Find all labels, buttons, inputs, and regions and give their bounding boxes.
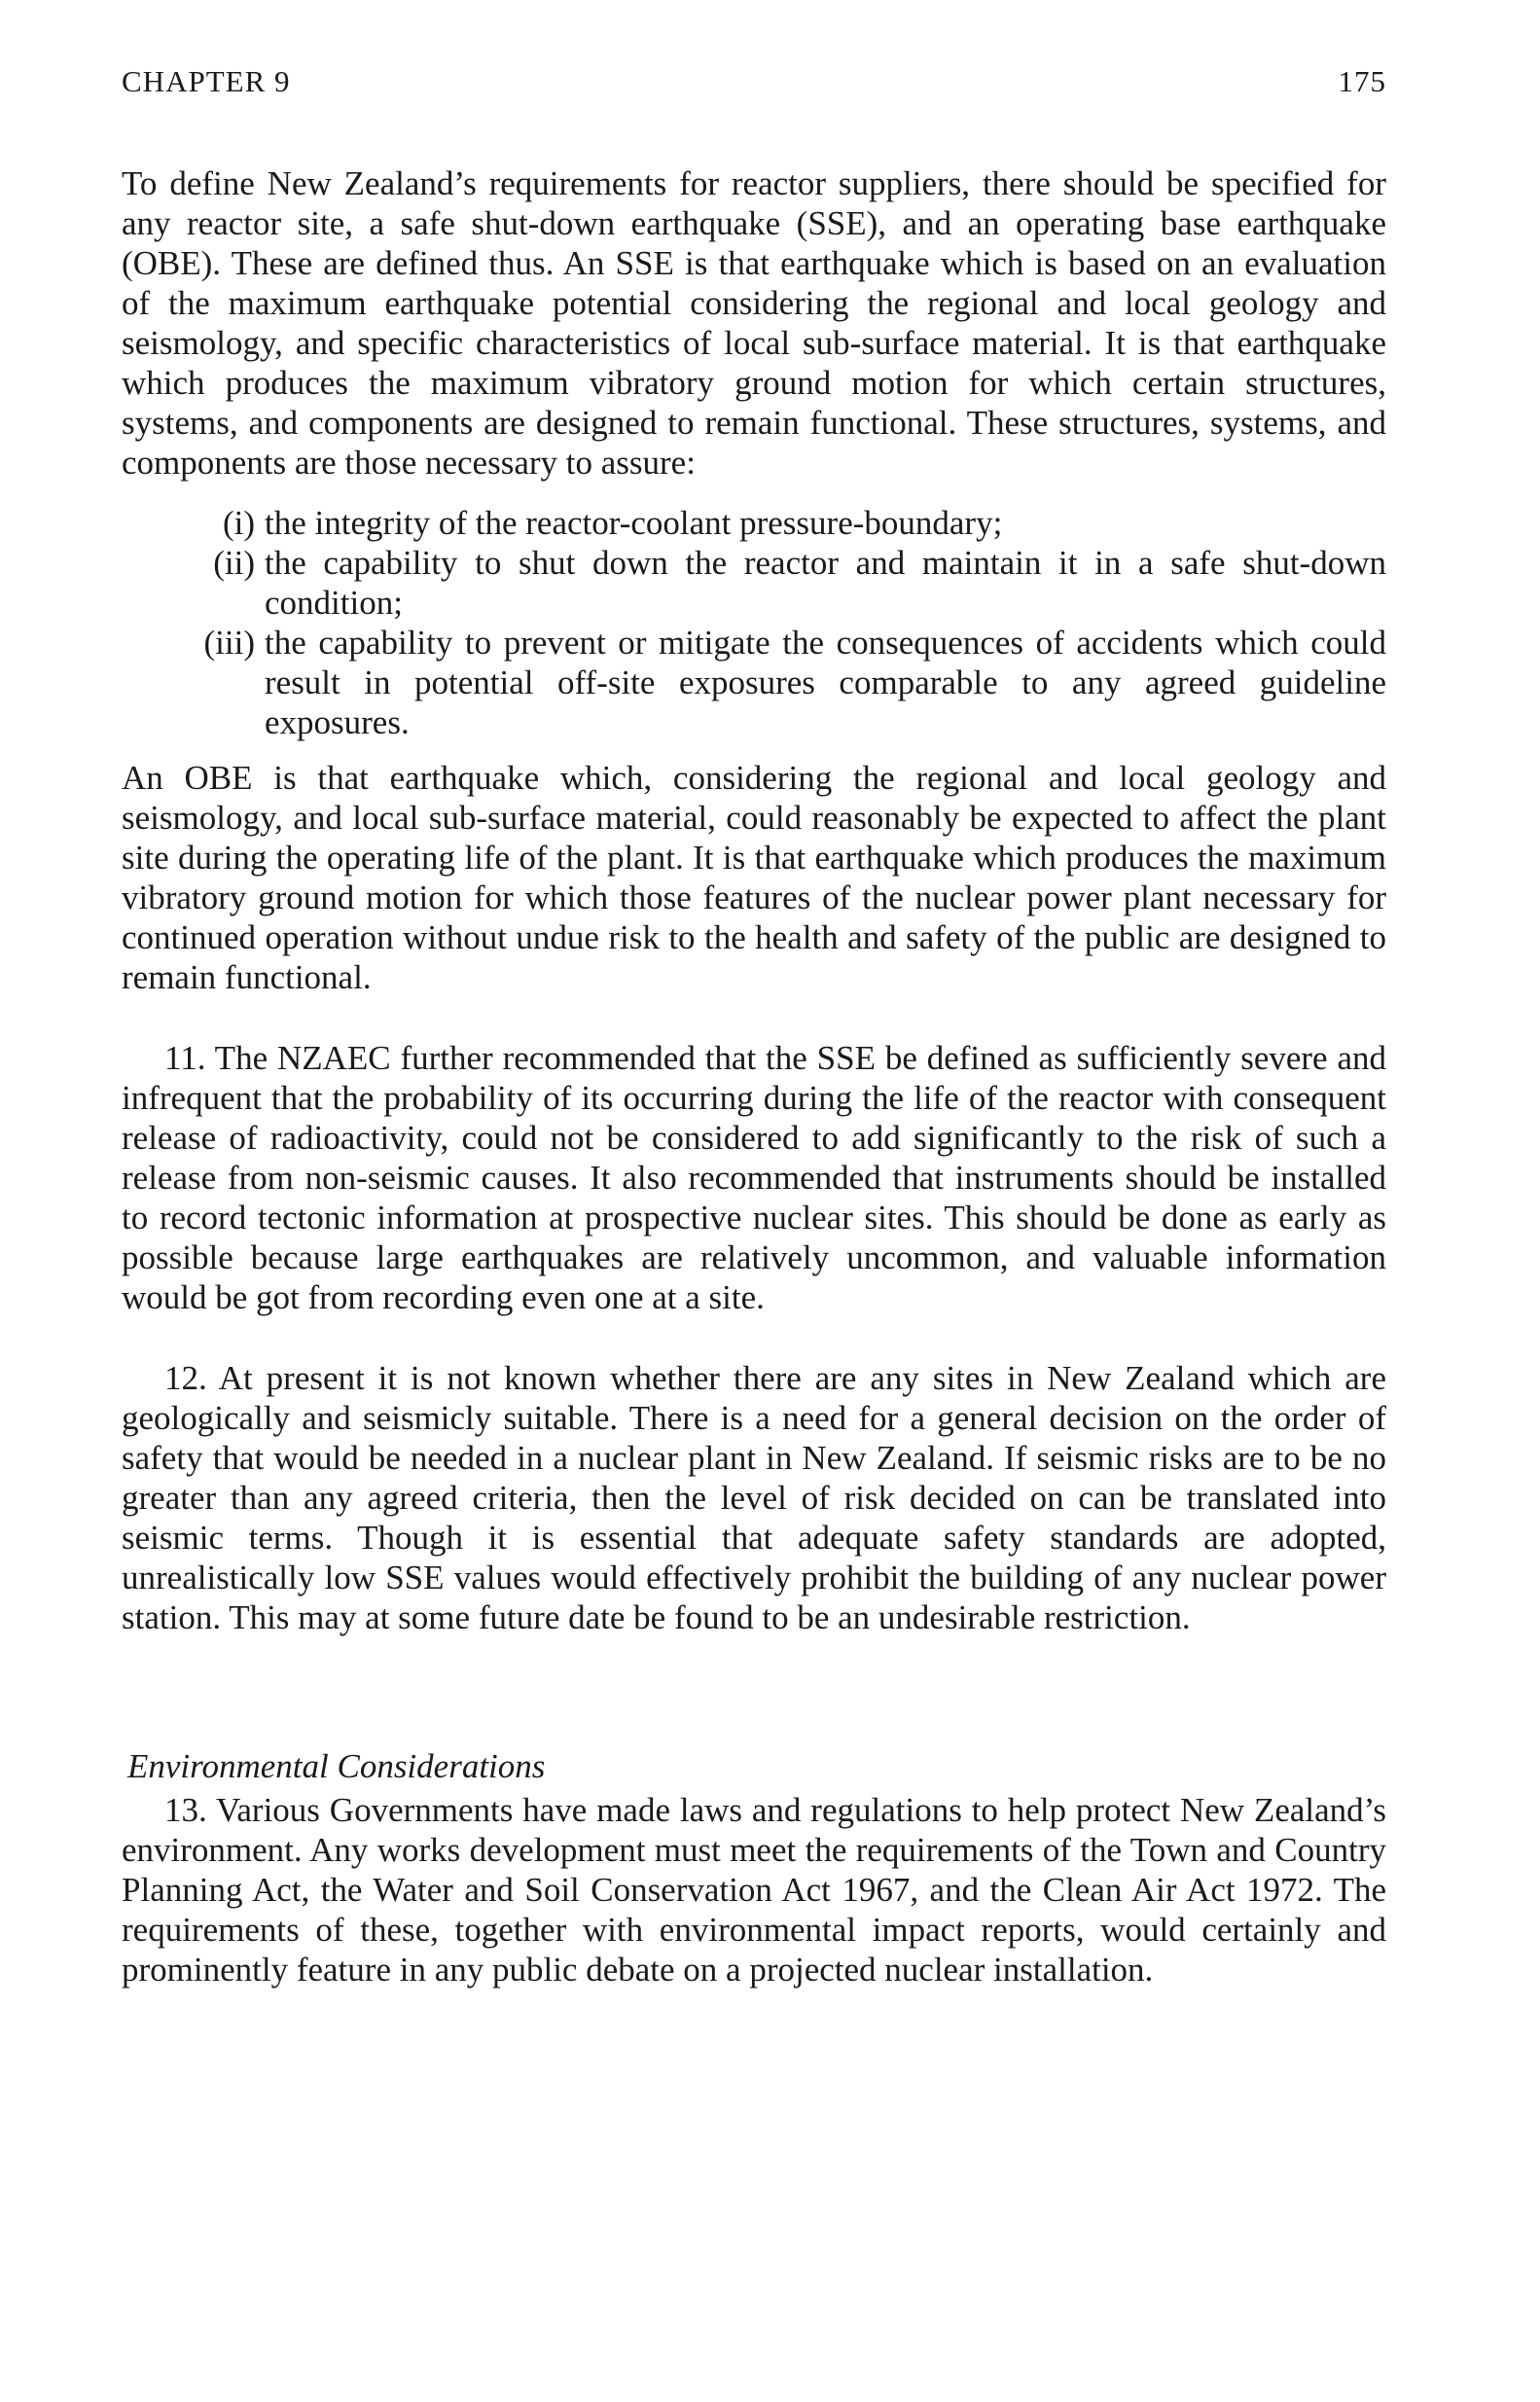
- list-item-number: (i): [222, 504, 255, 542]
- requirements-list: [122, 503, 1386, 742]
- running-header: [122, 64, 1386, 103]
- list-item: [122, 543, 1386, 623]
- paragraph-obe: An OBE is that earthquake which, considering the regional and local geology and seismology, and local sub-surface material, could reasonably be expected to affect the plant site during the operating life of the plant. It is that earthquake which produces the maximum vibratory ground motion for which those features of the nuclear power plant necessary for continued operation without undue risk to the health and safety of the public are designed to remain functional.: [122, 759, 1386, 996]
- body-text: [122, 163, 1386, 1990]
- list-item: [122, 623, 1386, 742]
- list-item-text: the capability to shut down the reactor and maintain it in a safe shut-down condition;: [265, 544, 1386, 622]
- page-number: 175: [1338, 64, 1386, 98]
- list-item-number: (iii): [203, 624, 255, 662]
- list-item-text: the integrity of the reactor-coolant pressure-boundary;: [265, 504, 1003, 542]
- paragraph-13: 13. Various Governments have made laws and regulations to help protect New Zealand’s environment. Any works development must meet the requirements of the Town and Country Planning Act, the Water and Soil Conservation Act 1967, and the Clean Air Act 1972. The requirements of these, together with environmental impact reports, would certainly and prominently feature in any public debate on a projected nuclear installation.: [122, 1791, 1386, 1989]
- chapter-label: CHAPTER 9: [122, 64, 291, 98]
- paragraph-12: 12. At present it is not known whether there are any sites in New Zealand which are geologically and seismicly suitable. There is a need for a general decision on the order of safety that would be needed in a nuclear plant in New Zealand. If seismic risks are to be no greater than any agreed criteria, then the level of risk decided on can be translated into seismic terms. Though it is essential that adequate safety standards are adopted, unrealistically low SSE values would effectively prohibit the building of any nuclear power station. This may at some future date be found to be an undesirable restriction.: [122, 1359, 1386, 1636]
- list-item-text: the capability to prevent or mitigate the consequences of accidents which could result in potential off-site exposures comparable to any agreed guideline exposures.: [265, 624, 1386, 741]
- list-item: [122, 503, 1386, 543]
- list-item-number: (ii): [213, 544, 255, 582]
- paragraph-intro: To define New Zealand’s requirements for reactor suppliers, there should be specified for any reactor site, a safe shut-down earthquake (SSE), and an operating base earthquake (OBE). These are defined thus. An SSE is that earthquake which is based on an evaluation of the maximum earthquake potential considering the regional and local geology and seismology, and specific characteristics of local sub-surface material. It is that earthquake which produces the maximum vibratory ground motion for which certain structures, systems, and components are designed to remain functional. These structures, systems, and components are those necessary to assure:: [122, 164, 1386, 482]
- section-heading: Environmental Considerations: [127, 1747, 546, 1785]
- paragraph-11: 11. The NZAEC further recommended that the SSE be defined as sufficiently severe and infrequent that the probability of its occurring during the life of the reactor with consequent release of radioactivity, could not be considered to add significantly to the risk of such a release from non-seismic causes. It also recommended that instruments should be installed to record tectonic information at prospective nuclear sites. This should be done as early as possible because large earthquakes are relatively uncommon, and valuable information would be got from recording even one at a site.: [122, 1039, 1386, 1316]
